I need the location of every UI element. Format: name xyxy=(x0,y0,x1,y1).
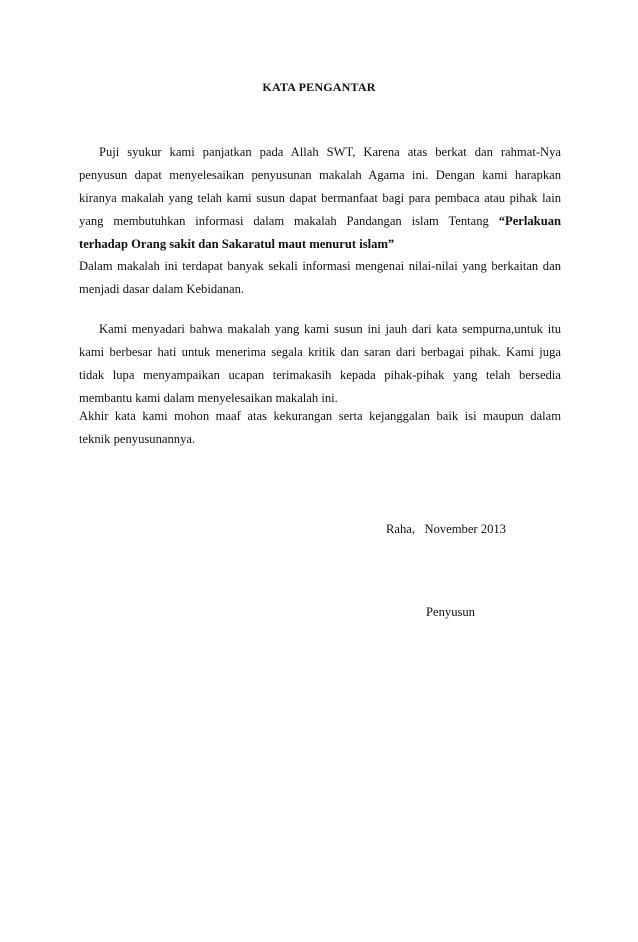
paragraph-2 xyxy=(79,255,561,301)
paragraph-3-line-1: Kami menyadari bahwa makalah yang kami susun ini jauh dari kata sempurna,untuk itu xyxy=(99,322,561,336)
paragraph-3-line-4: membantu kami dalam menyelesaikan makalah ini. xyxy=(79,390,338,405)
paragraph-2-line-2: menjadi dasar dalam Kebidanan. xyxy=(79,281,245,296)
paragraph-4-line-2: teknik penyusunannya. xyxy=(79,431,196,446)
paragraph-1-line-3: kiranya makalah yang telah kami susun dapat bermanfaat bagi para pembaca atau pihak lain xyxy=(79,190,561,205)
document-title: KATA PENGANTAR xyxy=(262,80,376,94)
paragraph-1 xyxy=(79,141,561,256)
paragraph-4 xyxy=(79,405,561,451)
paragraph-1-line-4 xyxy=(79,210,561,233)
signature-place-date: Raha, November 2013 xyxy=(386,522,506,536)
paragraph-3 xyxy=(79,318,561,410)
paragraph-3-line-2: kami berbesar hati untuk menerima segala kritik dan saran dari berbagai pihak. Kami juga xyxy=(79,344,561,359)
paragraph-1-line-2: penyusun dapat menyelesaikan penyusunan makalah Agama ini. Dengan kami harapkan xyxy=(79,167,561,182)
paragraph-2-line-1: Dalam makalah ini terdapat banyak sekali informasi mengenai nilai-nilai yang berkaitan dan xyxy=(79,259,561,273)
paragraph-1-line-5 xyxy=(79,233,561,256)
paragraph-1-line-4-bold: “Perlakuan xyxy=(498,213,561,228)
paragraph-1-line-5-bold: terhadap Orang sakit dan Sakaratul maut menurut islam” xyxy=(79,236,395,251)
paragraph-1-line-4-text: yang membutuhkan informasi dalam makalah Pandangan islam Tentang xyxy=(79,213,489,228)
signature-author: Penyusun xyxy=(426,605,475,619)
paragraph-3-line-3: tidak lupa menyampaikan ucapan terimakasih kepada pihak-pihak yang telah bersedia xyxy=(79,367,561,382)
paragraph-4-line-1: Akhir kata kami mohon maaf atas kekurangan serta kejanggalan baik isi maupun dalam xyxy=(79,409,561,423)
paragraph-1-line-1: Puji syukur kami panjatkan pada Allah SWT, Karena atas berkat dan rahmat-Nya xyxy=(99,145,561,159)
